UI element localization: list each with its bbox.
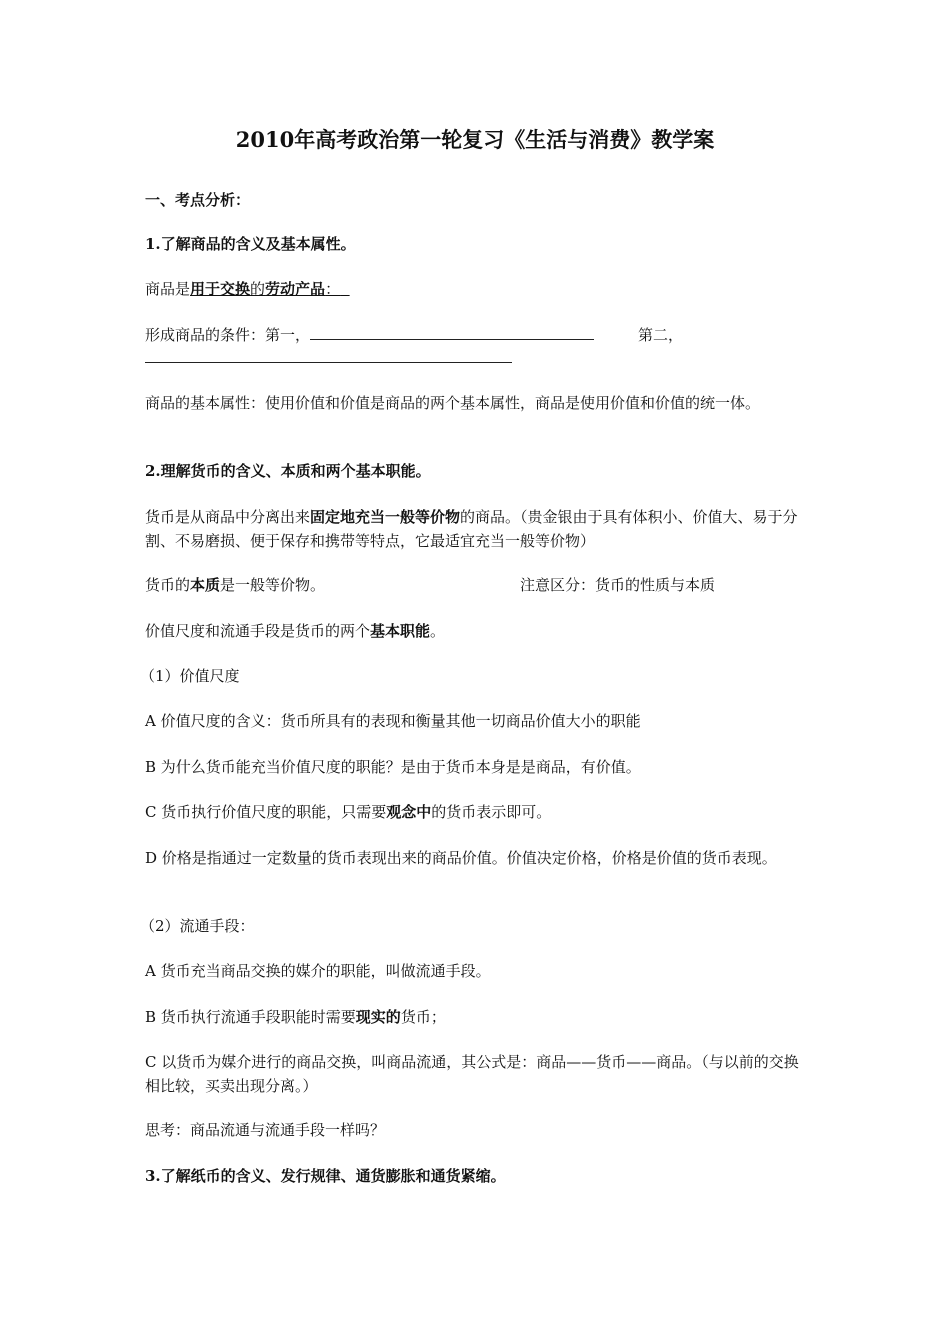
essence-post: 是一般等价物。 bbox=[220, 576, 326, 594]
commodity-exchange: 用于交换 bbox=[190, 280, 251, 298]
commodity-conditions bbox=[145, 323, 805, 347]
value-measure-c bbox=[145, 800, 805, 824]
money-definition bbox=[145, 505, 805, 553]
blank-second bbox=[145, 362, 512, 363]
functions-post: 。 bbox=[430, 622, 446, 640]
c1-bold: 观念中 bbox=[386, 803, 432, 821]
essence-note: 注意区分：货币的性质与本质 bbox=[520, 576, 716, 594]
money-def-post: 的商品。（贵金银由于具有体积小、价值大、易于分割、不易磨损、便于保存和携带等特点，它最适宜充当一般等价物） bbox=[145, 508, 798, 550]
circulation-c: C 以货币为媒介进行的商品交换，叫商品流通，其公式是：商品——货币——商品。（与以前的交换相比较，买卖出现分离。） bbox=[145, 1053, 799, 1095]
thinking-question: 思考：商品流通与流通手段一样吗？ bbox=[145, 1121, 386, 1139]
section-heading-1: 一、考点分析： bbox=[145, 191, 251, 209]
commodity-definition bbox=[145, 277, 805, 301]
value-measure-b: B 为什么货币能充当价值尺度的职能？是由于货币本身是是商品，有价值。 bbox=[145, 758, 641, 776]
commodity-attributes: 商品的基本属性：使用价值和价值是商品的两个基本属性，商品是使用价值和价值的统一体。 bbox=[145, 394, 761, 412]
essence-pre: 货币的 bbox=[145, 576, 191, 594]
point-heading-3: 3.了解纸币的含义、发行规律、通货膨胀和通货紧缩。 bbox=[145, 1167, 506, 1185]
c1-pre: C 货币执行价值尺度的职能，只需要 bbox=[145, 803, 387, 821]
b2-pre: B 货币执行流通手段职能时需要 bbox=[145, 1008, 356, 1026]
b2-post: 货币； bbox=[400, 1008, 446, 1026]
subsection-value-measure: （1）价值尺度 bbox=[140, 667, 240, 685]
value-measure-a: A 价值尺度的含义：货币所具有的表现和衡量其他一切商品价值大小的职能 bbox=[145, 712, 641, 730]
blank-first bbox=[310, 325, 594, 340]
functions-pre: 价值尺度和流通手段是货币的两个 bbox=[145, 622, 371, 640]
point-heading-1: 1.了解商品的含义及基本属性。 bbox=[145, 235, 356, 253]
conditions-second: 第二， bbox=[638, 326, 684, 344]
circulation-b bbox=[145, 1005, 805, 1029]
b2-bold: 现实的 bbox=[355, 1008, 401, 1026]
commodity-labor-product: 劳动产品 bbox=[265, 280, 326, 298]
subsection-circulation: （2）流通手段： bbox=[140, 917, 255, 935]
document-title: 2010年高考政治第一轮复习《生活与消费》教学案 bbox=[235, 127, 715, 152]
commodity-end: ： bbox=[325, 280, 341, 298]
money-functions bbox=[145, 619, 805, 643]
commodity-mid: 的 bbox=[250, 280, 266, 298]
functions-bold: 基本职能 bbox=[370, 622, 431, 640]
money-def-pre: 货币是从商品中分离出来 bbox=[145, 508, 311, 526]
conditions-first: 形成商品的条件：第一， bbox=[145, 326, 311, 344]
value-measure-d: D 价格是指通过一定数量的货币表现出来的商品价值。价值决定价格，价格是价值的货币表现。 bbox=[145, 849, 777, 867]
c1-post: 的货币表示即可。 bbox=[431, 803, 552, 821]
circulation-a: A 货币充当商品交换的媒介的职能，叫做流通手段。 bbox=[145, 962, 491, 980]
money-def-bold: 固定地充当一般等价物 bbox=[310, 508, 461, 526]
point-heading-2: 2.理解货币的含义、本质和两个基本职能。 bbox=[145, 462, 431, 480]
essence-bold: 本质 bbox=[190, 576, 221, 594]
commodity-pre: 商品是 bbox=[145, 280, 191, 298]
